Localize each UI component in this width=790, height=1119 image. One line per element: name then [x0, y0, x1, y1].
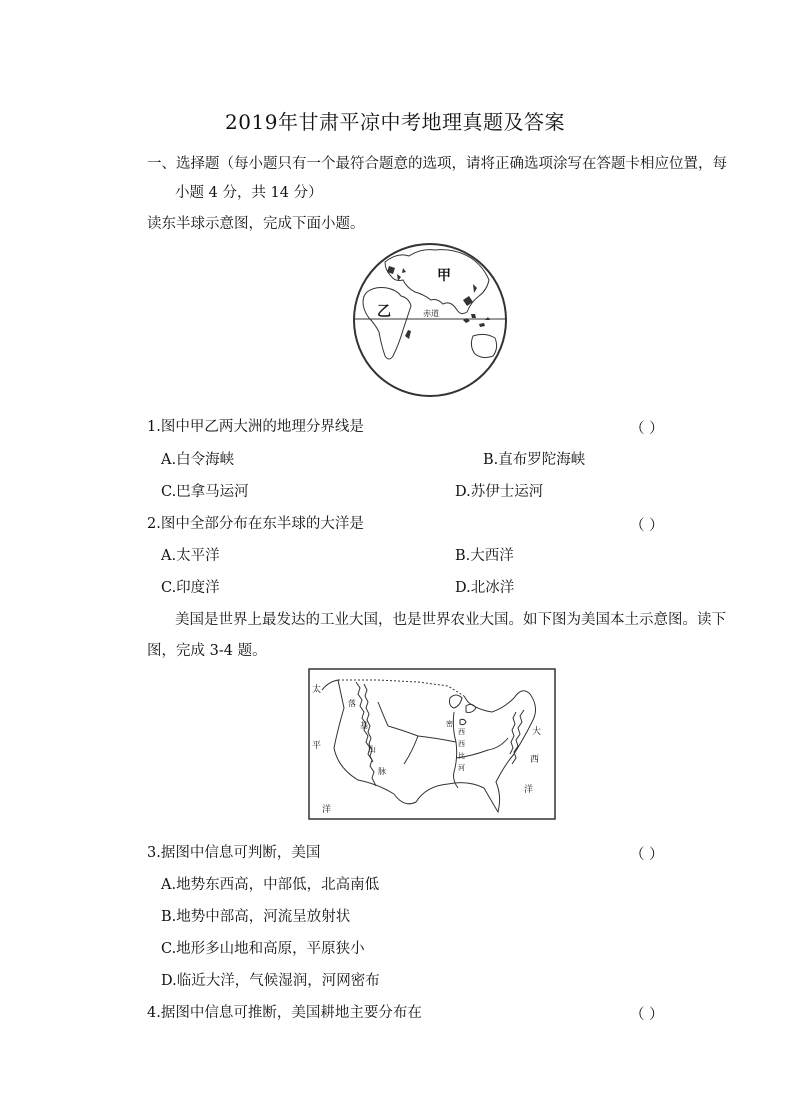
- question-1-stem: 1.图中甲乙两大洲的地理分界线是: [147, 419, 364, 435]
- question-2-stem: 2.图中全部分布在东半球的大洋是: [147, 516, 364, 532]
- question-1-option-c: C.巴拿马运河: [161, 484, 249, 500]
- intro-text: 读东半球示意图，完成下面小题。: [147, 216, 365, 232]
- question-2-answer-slot: （ ）: [630, 518, 664, 534]
- eastern-hemisphere-map: [345, 240, 515, 400]
- pacific-label-1: 太: [312, 685, 322, 695]
- question-3-option-a: A.地势东西高，中部低，北高南低: [161, 877, 380, 893]
- pacific-label-3: 洋: [322, 805, 332, 815]
- question-3-option-d: D.临近大洋，气候湿润，河网密布: [161, 973, 380, 989]
- question-1-answer-slot: （ ）: [630, 421, 664, 437]
- question-4-stem: 4.据图中信息可推断，美国耕地主要分布在: [147, 1005, 422, 1021]
- section-heading: 一、选择题（每小题只有一个最符合题意的选项，请将正确选项涂写在答题卡相应位置，每: [147, 156, 727, 172]
- mississippi-label-5: 河: [458, 764, 465, 772]
- mississippi-label-2: 西: [458, 728, 465, 736]
- mississippi-label-4: 比: [458, 752, 465, 760]
- rocky-label-4: 脉: [378, 767, 386, 776]
- question-4-answer-slot: （ ）: [630, 1007, 664, 1023]
- question-2-option-a: A.太平洋: [161, 548, 220, 564]
- question-1-option-a: A.白令海峡: [161, 452, 235, 468]
- usa-map: [308, 668, 556, 820]
- page-title: 2019年甘肃平凉中考地理真题及答案: [225, 110, 565, 134]
- section-heading-cont: 小题 4 分，共 14 分）: [175, 185, 323, 201]
- question-2-option-b: B.大西洋: [455, 548, 514, 564]
- continent-label-yi: 乙: [377, 304, 391, 320]
- us-intro-text-cont: 图，完成 3-4 题。: [147, 643, 267, 659]
- rocky-label-3: 山: [368, 745, 376, 754]
- question-1-option-d: D.苏伊士运河: [455, 484, 544, 500]
- rocky-label-2: 基: [360, 721, 368, 730]
- question-1-option-b: B.直布罗陀海峡: [483, 452, 586, 468]
- atlantic-label-2: 西: [530, 755, 540, 765]
- mississippi-label-3: 西: [458, 740, 465, 748]
- map-frame: [309, 669, 555, 819]
- question-3-stem: 3.据图中信息可判断，美国: [147, 845, 321, 861]
- question-3-option-b: B.地势中部高，河流呈放射状: [161, 909, 351, 925]
- continent-label-jia: 甲: [437, 268, 451, 284]
- question-3-option-c: C.地形多山地和高原，平原狭小: [161, 941, 365, 957]
- atlantic-label-3: 洋: [524, 785, 534, 795]
- us-intro-text: 美国是世界上最发达的工业大国，也是世界农业大国。如下图为美国本土示意图。读下: [175, 612, 726, 628]
- mississippi-label-1: 密: [446, 720, 453, 728]
- equator-label: 赤道: [423, 309, 439, 318]
- question-2-option-c: C.印度洋: [161, 580, 220, 596]
- atlantic-label-1: 大: [532, 727, 542, 737]
- rocky-label-1: 落: [348, 699, 356, 708]
- pacific-label-2: 平: [312, 741, 322, 751]
- question-2-option-d: D.北冰洋: [455, 580, 515, 596]
- question-3-answer-slot: （ ）: [630, 847, 664, 863]
- globe-outline: [354, 244, 506, 396]
